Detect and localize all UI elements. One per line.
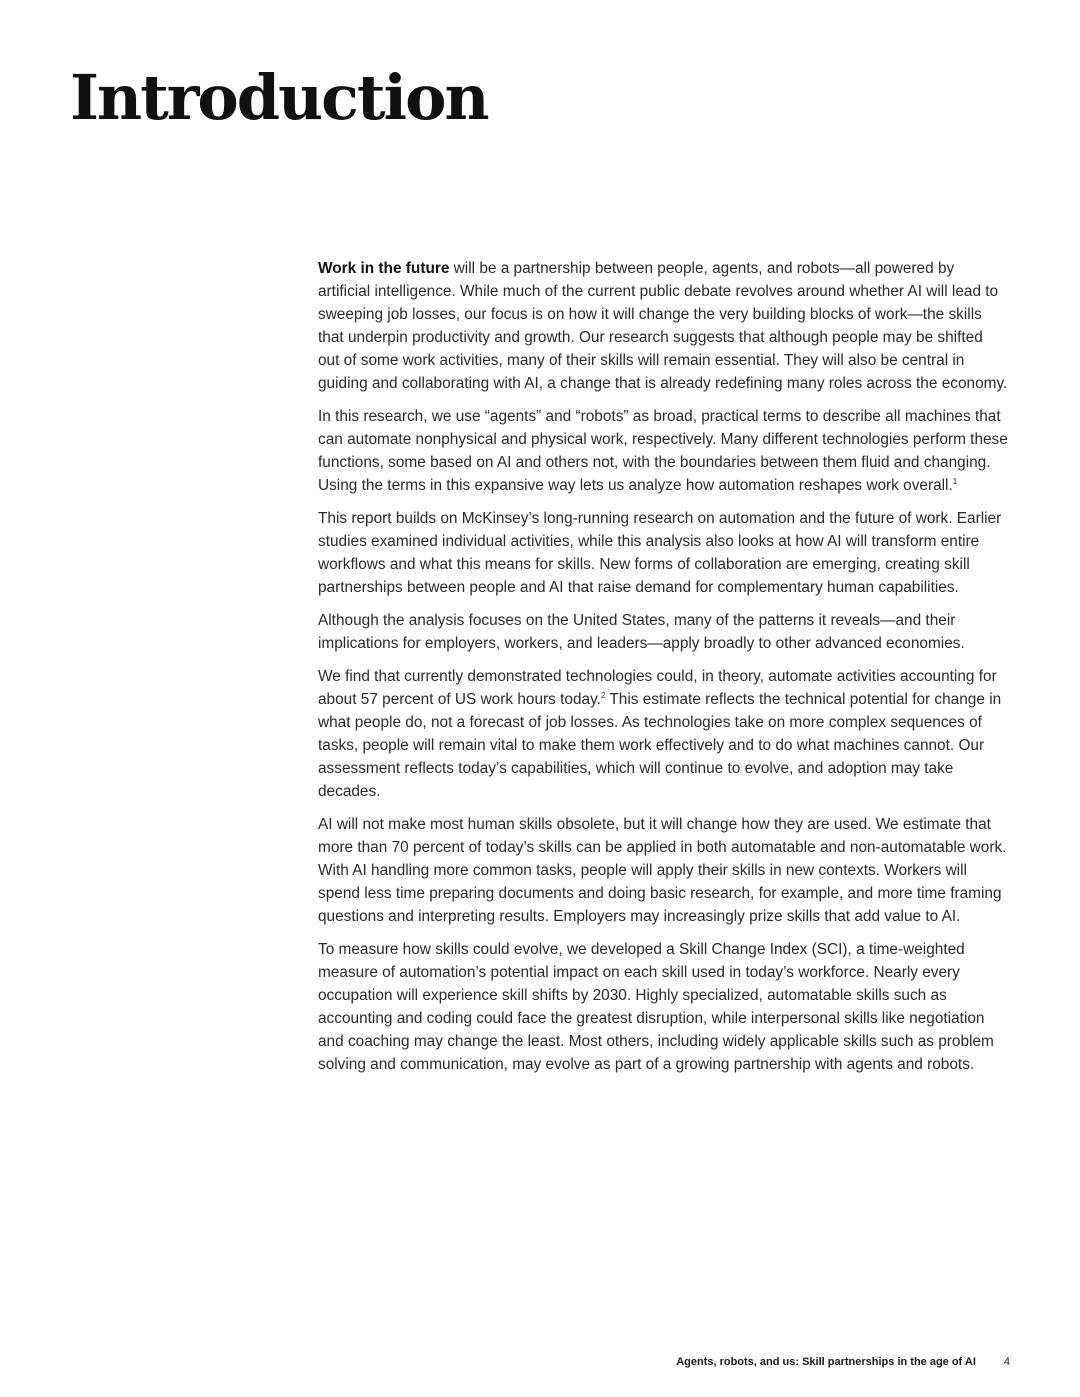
paragraph-5 [318,665,1008,803]
paragraph-2 [318,405,1008,497]
paragraph-3-text: This report builds on McKinsey’s long-running research on automation and the future of work. Earlier studies examined individual activities, while this analysis also looks at how AI will transform entire workflows and what this means for skills. New forms of collaboration are emerging, creating skill partnerships between people and AI that raise demand for complementary human capabilities. [318,510,1002,596]
paragraph-1-text: will be a partnership between people, agents, and robots—all powered by artificial intelligence. While much of the current public debate revolves around whether AI will lead to sweeping job losses, our focus is on how it will change the very building blocks of work—the skills that underpin productivity and growth. Our research suggests that although people may be shifted out of some work activities, many of their skills will remain essential. They will also be central in guiding and collaborating with AI, a change that is already redefining many roles across the economy. [318,260,1008,392]
page-number: 4 [1003,1356,1010,1368]
paragraph-7-text: To measure how skills could evolve, we developed a Skill Change Index (SCI), a time-weighted measure of automation’s potential impact on each skill used in today’s workforce. Nearly every occupation will experience skill shifts by 2030. Highly specialized, automatable skills such as accounting and coding could face the greatest disruption, while interpersonal skills like negotiation and coaching may change the least. Most others, including widely applicable skills such as problem solving and communication, may evolve as part of a growing partnership with agents and robots. [318,941,994,1073]
paragraph-5-text-before: We find that currently demonstrated technologies could, in theory, automate activities accounting for about 57 percent of US work hours today. [318,668,997,708]
lead-in-text: Work in the future [318,260,450,277]
footer-document-title: Agents, robots, and us: Skill partnerships in the age of AI [676,1356,976,1368]
paragraph-1 [318,257,1008,395]
paragraph-3 [318,507,1008,599]
paragraph-4 [318,609,1008,655]
paragraph-4-text: Although the analysis focuses on the United States, many of the patterns it reveals—and their implications for employers, workers, and leaders—apply broadly to other advanced economies. [318,612,965,652]
page-title: Introduction [70,61,488,134]
paragraph-6 [318,813,1008,928]
paragraph-5-text-after: This estimate reflects the technical potential for change in what people do, not a forecast of job losses. As technologies take on more complex sequences of tasks, people will remain vital to make them work effectively and to do what machines cannot. Our assessment reflects today’s capabilities, which will continue to evolve, and adoption may take decades. [318,691,1002,800]
paragraph-7 [318,938,1008,1076]
footnote-ref-2[interactable]: 2 [600,690,606,700]
body-text [318,257,1008,1086]
paragraph-6-text: AI will not make most human skills obsolete, but it will change how they are used. We estimate that more than 70 percent of today’s skills can be applied in both automatable and non-automatable work. With AI handling more common tasks, people will apply their skills in new contexts. Workers will spend less time preparing documents and doing basic research, for example, and more time framing questions and interpreting results. Employers may increasingly prize skills that add value to AI. [318,816,1007,925]
page-footer [676,1356,1010,1368]
paragraph-2-text: In this research, we use “agents” and “robots” as broad, practical terms to describe all machines that can automate nonphysical and physical work, respectively. Many different technologies perform these functions, some based on AI and others not, with the boundaries between them fluid and changing. Using the terms in this expansive way lets us analyze how automation reshapes work overall. [318,408,1008,494]
footnote-ref-1[interactable]: 1 [952,476,958,486]
